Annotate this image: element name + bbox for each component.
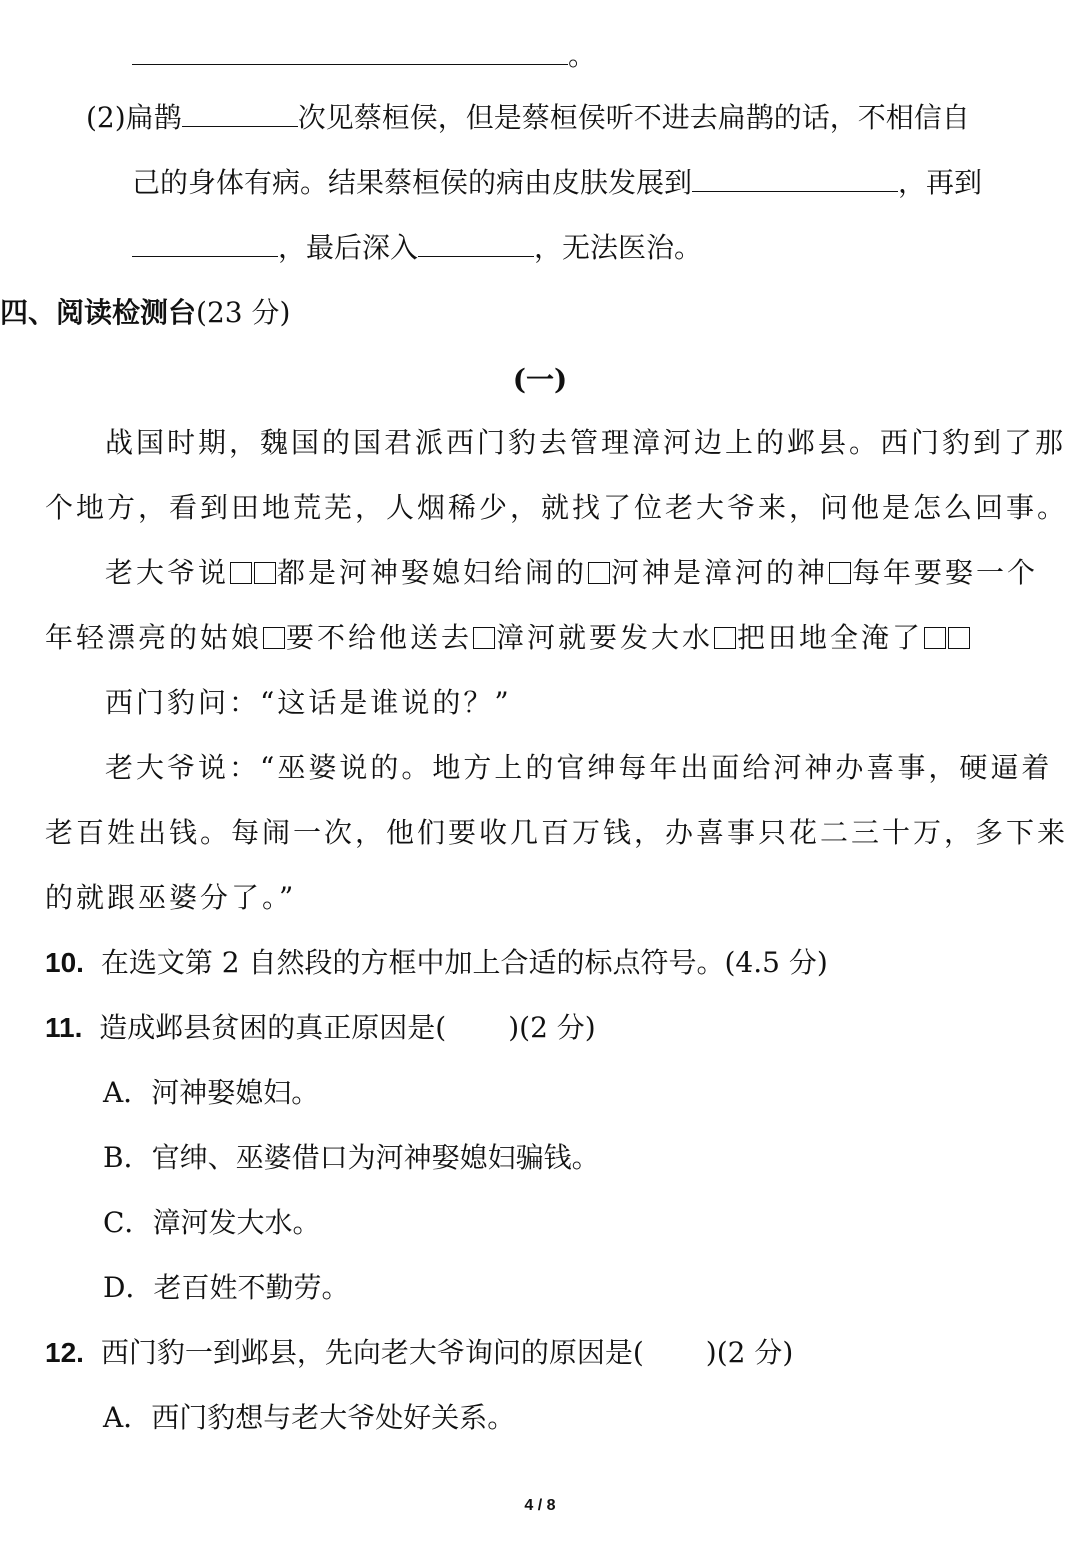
answer-blank[interactable] — [182, 100, 298, 127]
passage-paragraph-2: 老大爷说 都是河神娶媳妇给闹的 河神是漳河的神 每年要娶一个 — [105, 556, 1039, 589]
question-label: (2) — [86, 101, 126, 134]
section-heading: 四、阅读检测台(23 分) — [0, 296, 291, 329]
passage-paragraph-3: 西门豹问：“这话是谁说的？” — [105, 686, 512, 719]
option-a[interactable]: A．西门豹想与老大爷处好关系。 — [103, 1401, 516, 1434]
question-2-line-2: 己的身体有病。结果蔡桓侯的病由皮肤发展到 ，再到 — [132, 166, 983, 199]
punctuation-box[interactable] — [473, 627, 495, 649]
option-b[interactable]: B．官绅、巫婆借口为河神娶媳妇骗钱。 — [103, 1141, 600, 1174]
passage-paragraph-1: 战国时期，魏国的国君派西门豹去管理漳河边上的邺县。西门豹到了那 — [105, 426, 1067, 459]
page-number: 4 / 8 — [524, 1497, 556, 1514]
question-10: 10. 在选文第 2 自然段的方框中加上合适的标点符号。(4.5 分) — [45, 946, 828, 979]
answer-blank[interactable] — [418, 230, 534, 257]
punctuation-box[interactable] — [254, 562, 276, 584]
punctuation-box[interactable] — [230, 562, 252, 584]
punctuation-box[interactable] — [829, 562, 851, 584]
passage-paragraph-4-cont: 老百姓出钱。每闹一次，他们要收几百万钱，办喜事只花二三十万，多下来 — [45, 816, 1069, 849]
option-a[interactable]: A．河神娶媳妇。 — [103, 1076, 320, 1109]
answer-blank[interactable] — [132, 230, 278, 257]
question-2-line-1: (2)扁鹊 次见蔡桓侯，但是蔡桓侯听不进去扁鹊的话，不相信自 — [86, 101, 970, 134]
passage-paragraph-4: 老大爷说：“巫婆说的。地方上的官绅每年出面给河神办喜事，硬逼着 — [105, 751, 1053, 784]
passage-paragraph-2-cont: 年轻漂亮的姑娘 要不给他送去 漳河就要发大水 把田地全淹了 — [45, 618, 971, 658]
option-d[interactable]: D．老百姓不勤劳。 — [103, 1271, 350, 1304]
passage-paragraph-4-end: 的就跟巫婆分了。” — [45, 881, 297, 914]
question-11: 11. 造成邺县贫困的真正原因是( )(2 分) — [45, 1011, 596, 1044]
answer-blank[interactable] — [132, 38, 568, 65]
passage-paragraph-1-cont: 个地方，看到田地荒芜，人烟稀少，就找了位老大爷来，问他是怎么回事。 — [45, 491, 1069, 524]
punctuation-box[interactable] — [924, 627, 946, 649]
answer-line-continuation: 。 — [132, 36, 596, 76]
option-c[interactable]: C．漳河发大水。 — [103, 1206, 321, 1239]
punctuation-box[interactable] — [948, 627, 970, 649]
passage-number: (一) — [512, 363, 568, 396]
punctuation-box[interactable] — [714, 627, 736, 649]
question-12: 12. 西门豹一到邺县，先向老大爷询问的原因是( )(2 分) — [45, 1336, 794, 1369]
answer-blank[interactable] — [692, 165, 898, 192]
question-number: 12. — [45, 1337, 84, 1368]
question-number: 10. — [45, 947, 84, 978]
punctuation-box[interactable] — [263, 627, 285, 649]
question-number: 11. — [45, 1012, 83, 1043]
question-2-line-3: ，最后深入 ，无法医治。 — [132, 228, 702, 268]
punctuation-box[interactable] — [588, 562, 610, 584]
